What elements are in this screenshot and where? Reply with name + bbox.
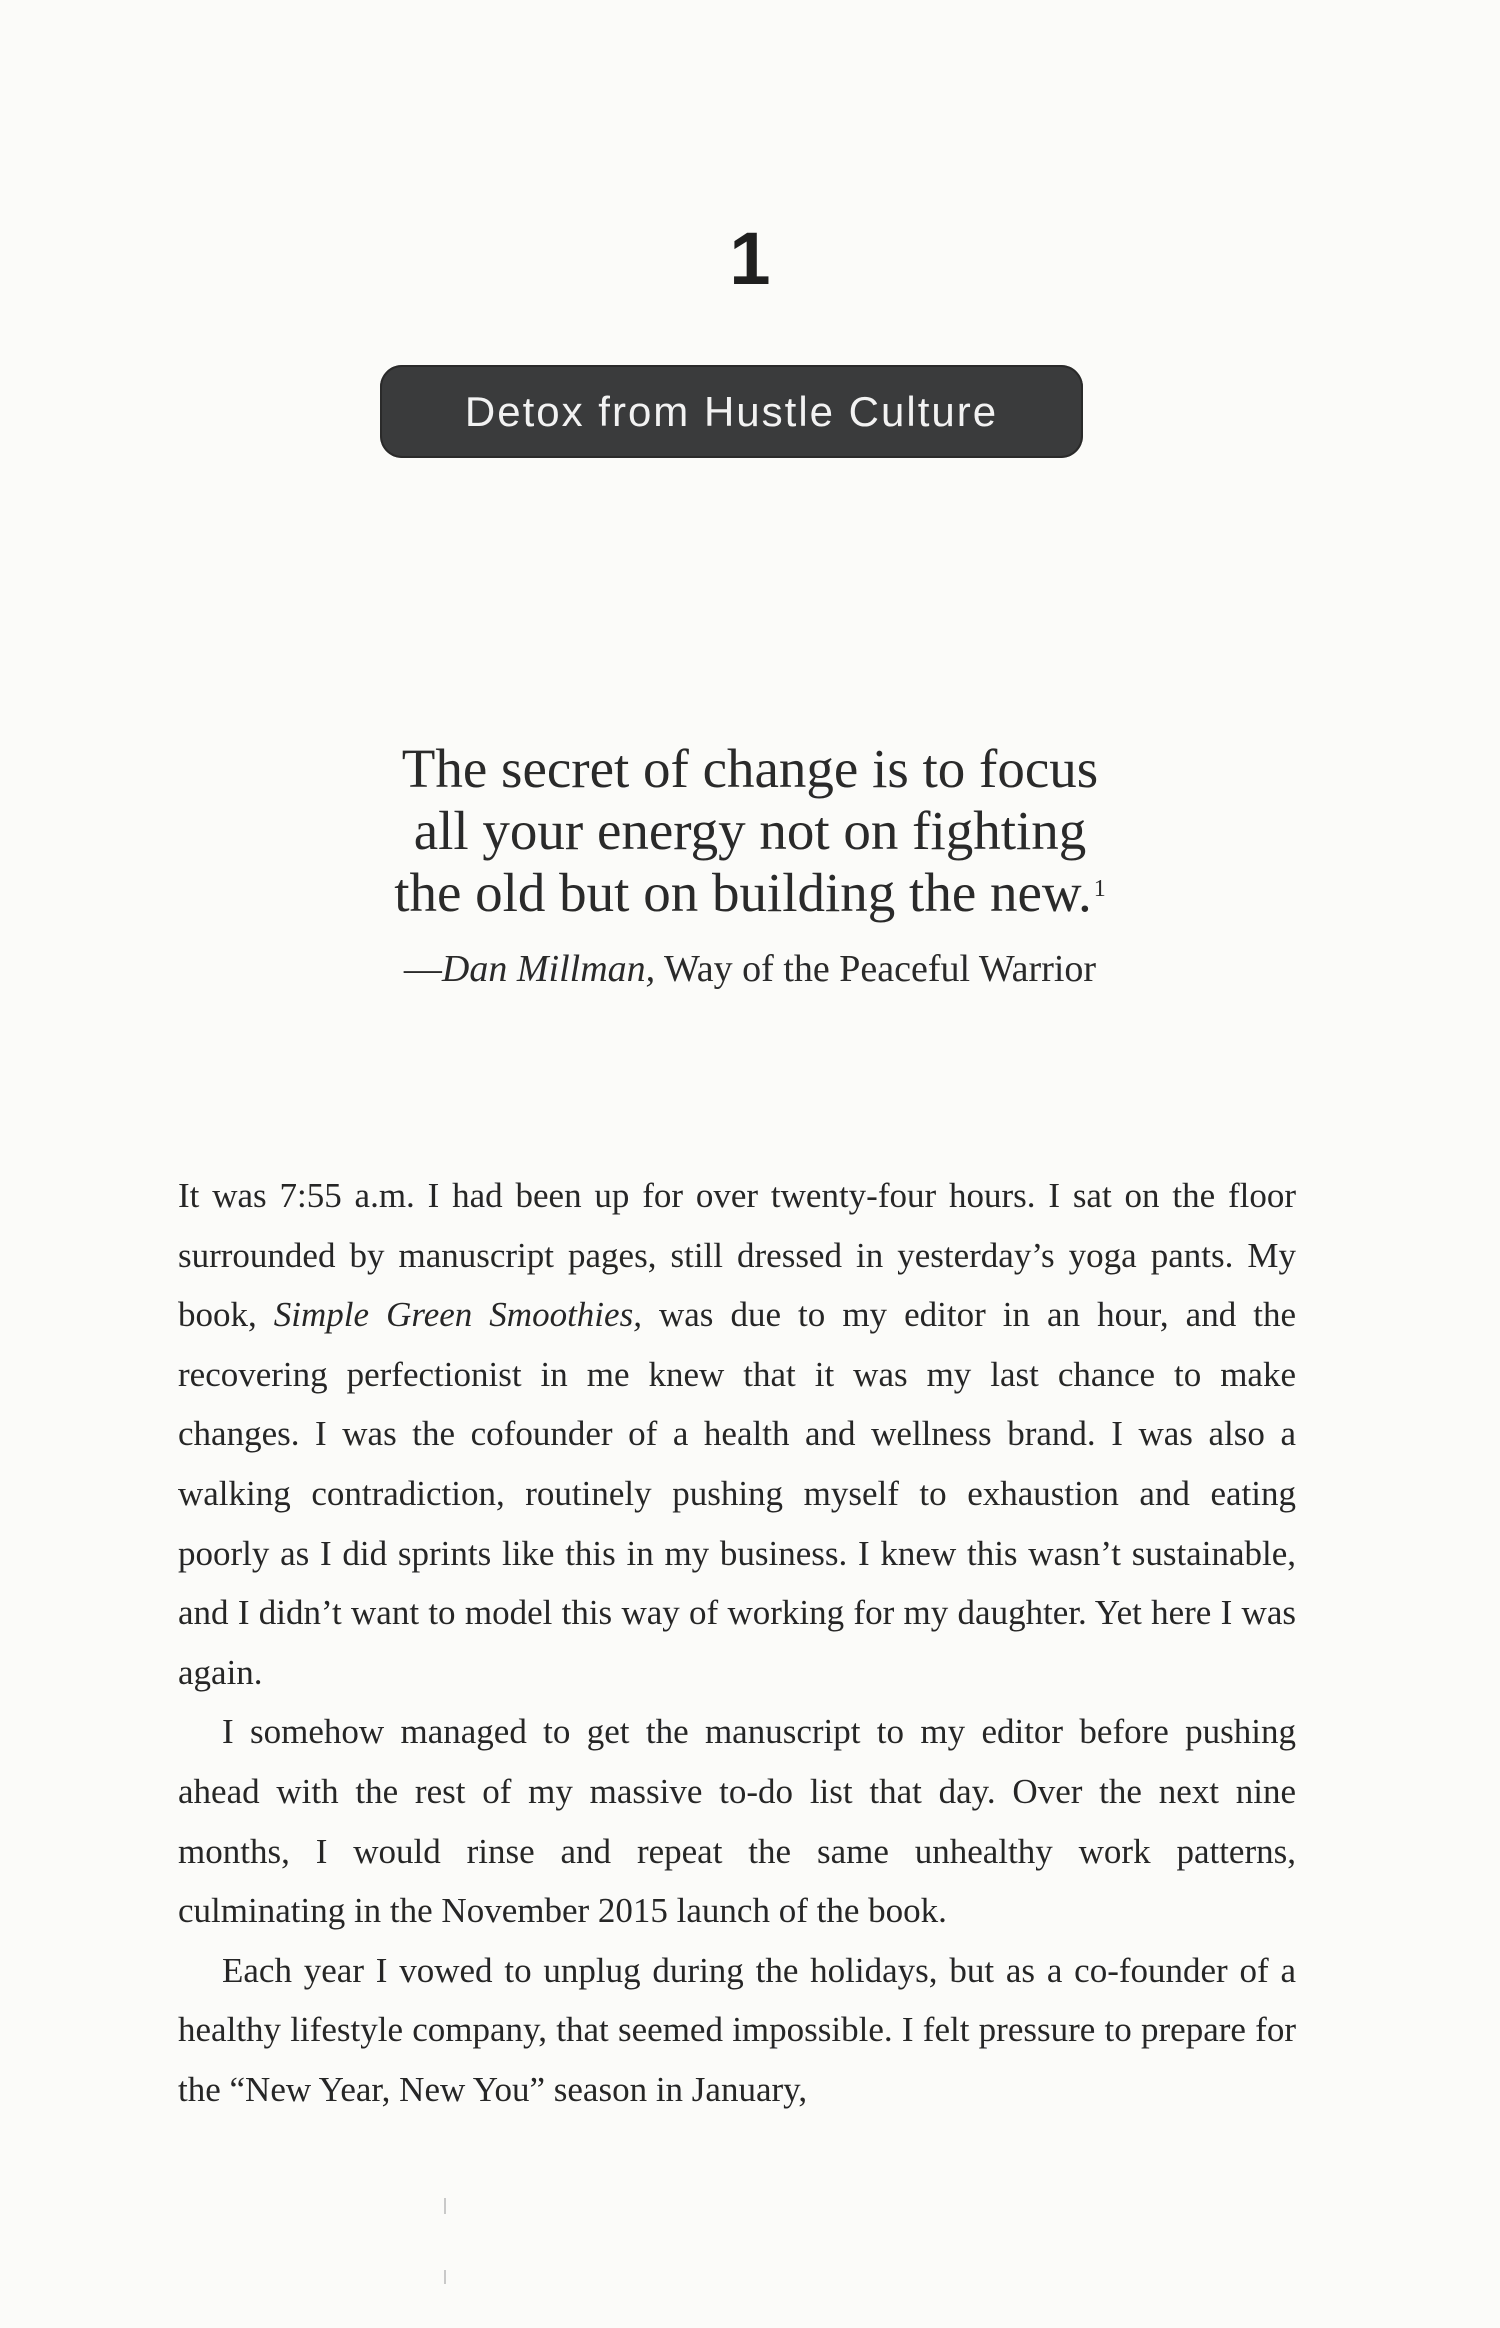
body-text xyxy=(178,1166,1296,2120)
epigraph-attribution xyxy=(300,946,1200,992)
scan-mark xyxy=(444,2270,446,2284)
chapter-title: Detox from Hustle Culture xyxy=(464,387,999,435)
epigraph-quote xyxy=(300,738,1200,924)
paragraph-text: It was 7:55 a.m. I had been up for over twenty-four hours. I sat on the floor surrounded by manuscript pages, still dressed in yesterday’s yoga pants. My book, xyxy=(178,1176,1296,1335)
epigraph-line xyxy=(300,862,1200,924)
paragraph xyxy=(178,1166,1296,1702)
footnote-marker: 1 xyxy=(1093,876,1106,902)
chapter-title-banner xyxy=(380,365,1083,458)
scan-mark xyxy=(444,2198,446,2214)
attribution-author: Dan Millman, xyxy=(441,948,656,990)
attribution-work: Way of the Peaceful Warrior xyxy=(663,948,1097,990)
epigraph-line-text: all your energy not on fighting xyxy=(413,800,1087,861)
chapter-number: 1 xyxy=(729,217,771,300)
epigraph-line-text: the old but on building the new. xyxy=(394,862,1092,923)
epigraph-line xyxy=(300,738,1200,800)
epigraph-line-text: The secret of change is to focus xyxy=(401,738,1099,799)
epigraph-line xyxy=(300,800,1200,862)
attribution-dash: — xyxy=(403,948,442,990)
paragraph: Each year I vowed to unplug during the holidays, but as a co-founder of a healthy lifestyle company, that seemed impossible. I felt pressure to prepare for the “New Year, New You” season in January, xyxy=(178,1950,1296,2109)
paragraph: I somehow managed to get the manuscript to my editor before pushing ahead with the rest of my massive to-do list that day. Over the next nine months, I would rinse and repeat the same unhealthy work patterns, culminating in the November 2015 launch of the book. xyxy=(178,1712,1296,1931)
book-title: Simple Green Smoothies, xyxy=(273,1295,642,1335)
paragraph-text: was due to my editor in an hour, and the recovering perfectionist in me knew that it was my last chance to make changes. I was the cofounder of a health and wellness brand. I was also a walking contradiction, routinely pushing myself to exhaustion and eating poorly as I did sprints like this in my business. I knew this wasn’t sustainable, and I didn’t want to model this way of working for my daughter. Yet here I was again. xyxy=(178,1295,1297,1692)
